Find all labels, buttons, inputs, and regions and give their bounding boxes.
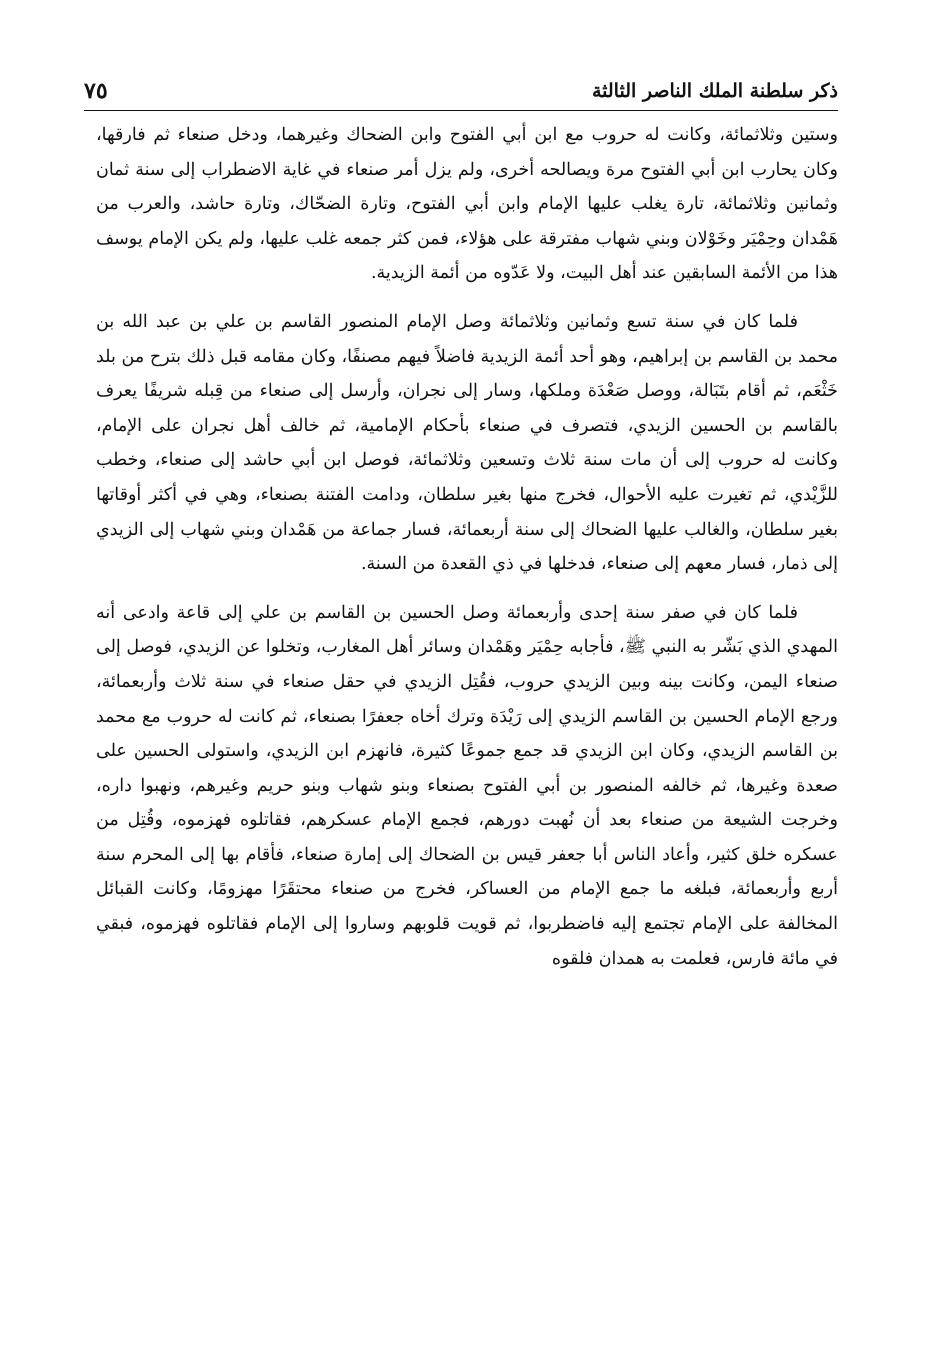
page-header (84, 66, 838, 111)
paragraph: وستين وثلاثمائة، وكانت له حروب مع ابن أبي الفتوح وابن الضحاك وغيرهما، ودخل صنعاء ثم فارقها، وكان يحارب ابن أبي الفتوح مرة ويصالحه أخرى، ولم يزل أمر صنعاء في غاية الاضطراب إلى سنة ثمان وثمانين وثلاثمائة، تارة يغلب عليها الإمام وابن أبي الفتوح، وتارة الضحّاك، وتارة حاشد، والعرب من هَمْدان وحِمْيَر وخَوْلان وبني شهاب مفترقة على هؤلاء، فمن كثر جمعه غلب عليها، ولم يكن الإمام يوسف هذا من الأئمة السابقين عند أهل البيت، ولا عَدّوه من أئمة الزيدية. (96, 125, 838, 284)
running-title: ذكر سلطنة الملك الناصر الثالثة (591, 80, 838, 102)
body-text (96, 118, 838, 976)
page-number: ٧٥ (84, 78, 108, 104)
paragraph: فلما كان في صفر سنة إحدى وأربعمائة وصل الحسين بن القاسم بن علي إلى قاعة وادعى أنه المهدي الذي بَشّر به النبي ﷺ، فأجابه حِمْيَر وهَمْدان وسائر أهل المغارب، وتخلوا عن الزيدي، فوصل إلى صنعاء اليمن، وكانت بينه وبين الزيدي حروب، فقُتِل الزيدي في حقل صنعاء في سنة ثلاث وأربعمائة، ورجع الإمام الحسين بن القاسم الزيدي إلى رَيْدَة وترك أخاه جعفرًا بصنعاء، ثم كانت له حروب مع محمد بن القاسم الزيدي، وكان ابن الزيدي قد جمع جموعًا كثيرة، فانهزم ابن الزيدي، واستولى الحسين على صعدة وغيرها، ثم خالفه المنصور بن أبي الفتوح بصنعاء وبنو شهاب وبنو حريم وغيرهم، ونهبوا داره، وخرجت الشيعة من صنعاء بعد أن نُهبت دورهم، فجمع الإمام عسكرهم، فقاتلوه فهزموه، وقُتِل من عسكره خلق كثير، وأعاد الناس أبا جعفر قيس بن الضحاك إلى إمارة صنعاء، فأقام بها إلى المحرم سنة أربع وأربعمائة، فبلغه ما جمع الإمام من العساكر، فخرج من صنعاء محتقَرًا مهزومًا، وكانت القبائل المخالفة على الإمام تجتمع إليه فاضطربوا، ثم قويت قلوبهم وساروا إلى الإمام فقاتلوه فهزموه، فبقي في مائة فارس، فعلمت به همدان فلقوه (96, 602, 838, 969)
paragraph: فلما كان في سنة تسع وثمانين وثلاثمائة وصل الإمام المنصور القاسم بن علي بن عبد الله بن محمد بن القاسم بن إبراهيم، وهو أحد أئمة الزيدية فاضلاً فيهم مصنفًا، وكان مقامه قبل ذلك بترح من بلد خَثْعَم، ثم أقام بتَبَالة، ووصل صَعْدَة وملكها، وسار إلى نجران، وأرسل إلى صنعاء من قِبله شريفًا يعرف بالقاسم بن الحسين الزيدي، فتصرف في صنعاء بأحكام الإمامية، ثم خالف أهل نجران على الإمام، وكانت له حروب إلى أن مات سنة ثلاث وتسعين وثلاثمائة، فوصل ابن أبي حاشد إلى صنعاء، وخطب للزَّيْدي، ثم تغيرت عليه الأحوال، فخرج منها بغير سلطان، ودامت الفتنة بصنعاء، وهي في أكثر أوقاتها بغير سلطان، والغالب عليها الضحاك إلى سنة أربعمائة، فسار جماعة من هَمْدان وبني شهاب إلى الزيدي إلى ذمار، فسار معهم إلى صنعاء، فدخلها في ذي القعدة من السنة. (96, 311, 838, 575)
